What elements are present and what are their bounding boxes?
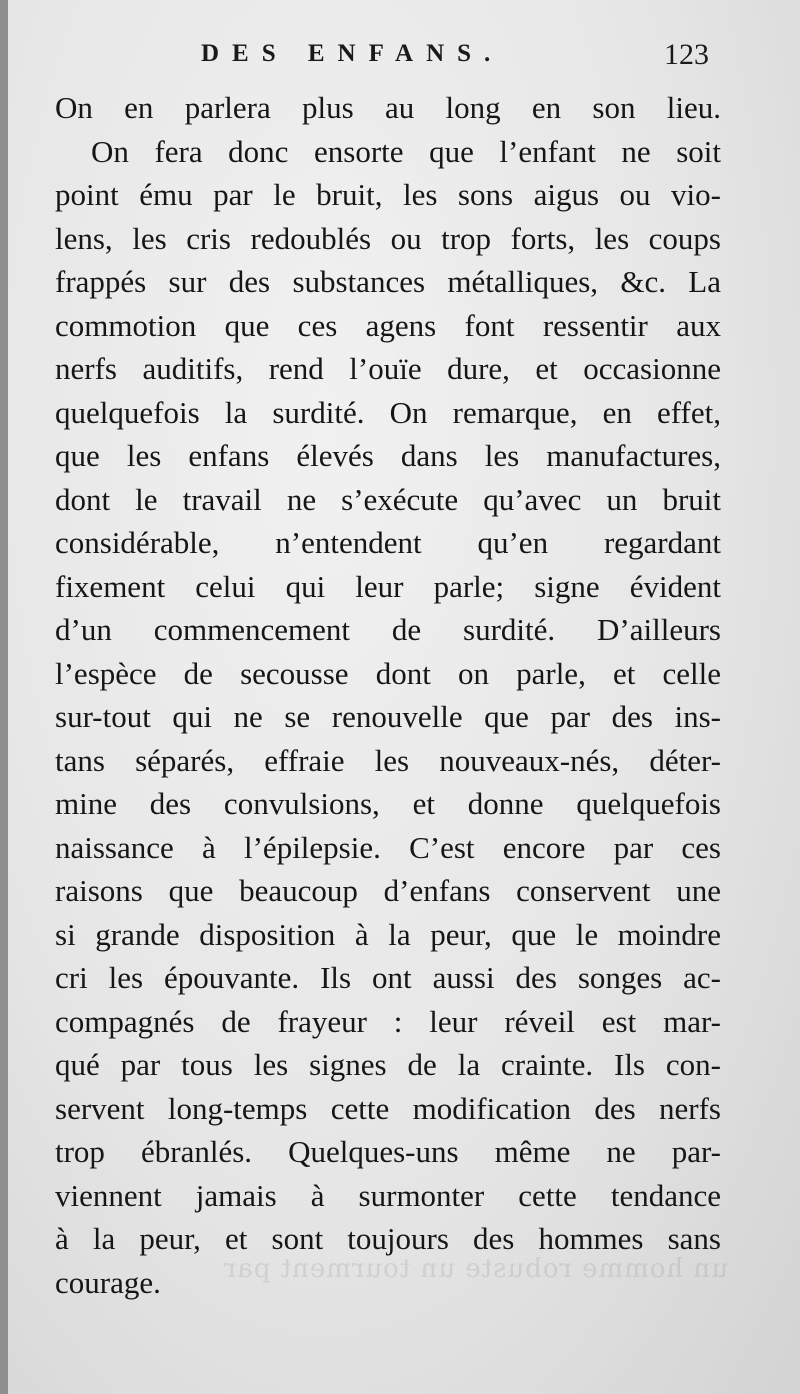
text-line: lens, les cris redoublés ou trop forts, les coups [55,220,721,256]
text-line: viennent jamais à surmonter cette tendance [55,1177,721,1213]
body-text [55,86,721,1304]
text-line: tans séparés, effraie les nouveaux-nés, déter- [55,742,721,778]
running-title: DES ENFANS. [201,40,504,67]
text-line: si grande disposition à la peur, que le moindre [55,916,721,952]
text-line: compagnés de frayeur : leur réveil est mar- [55,1003,721,1039]
text-line: considérable, n’entendent qu’en regardant [55,525,721,560]
text-line: cri les épouvante. Ils ont aussi des songes ac- [55,960,721,995]
running-header [8,40,800,80]
text-line: On en parlera plus au long en son lieu. [55,90,721,125]
bleed-through-text: un homme robuste un tourment par [222,1254,728,1284]
text-line: quelquefois la surdité. On remarque, en effet, [55,394,721,430]
text-line: d’un commencement de surdité. D’ailleurs [55,612,721,647]
text-line: l’espèce de secousse dont on parle, et celle [55,655,721,691]
text-line: commotion que ces agens font ressentir aux [55,307,721,343]
text-line: naissance à l’épilepsie. C’est encore par ces [55,829,721,865]
paragraph-last-line: courage. [55,1264,161,1300]
text-line: qué par tous les signes de la crainte. Ils con- [55,1047,721,1082]
text-line: sur-tout qui ne se renouvelle que par des ins- [55,699,721,734]
text-line: fixement celui qui leur parle; signe évident [55,568,721,604]
page-number: 123 [664,38,709,71]
text-line: dont le travail ne s’exécute qu’avec un bruit [55,481,721,517]
text-line: trop ébranlés. Quelques-uns même ne par- [55,1134,721,1169]
text-line: raisons que beaucoup d’enfans conservent une [55,873,721,908]
text-line: mine des convulsions, et donne quelquefois [55,786,721,821]
text-line: servent long-temps cette modification des nerfs [55,1090,721,1126]
text-line: nerfs auditifs, rend l’ouïe dure, et occasionne [55,351,721,386]
paragraph-first-line: On fera donc ensorte que l’enfant ne soit [91,133,721,169]
text-line: point ému par le bruit, les sons aigus ou vio- [55,177,721,212]
text-line: frappés sur des substances métalliques, &c. La [55,264,721,299]
text-line: à la peur, et sont toujours des hommes sans [55,1221,721,1256]
text-line: que les enfans élevés dans les manufactures, [55,438,721,473]
